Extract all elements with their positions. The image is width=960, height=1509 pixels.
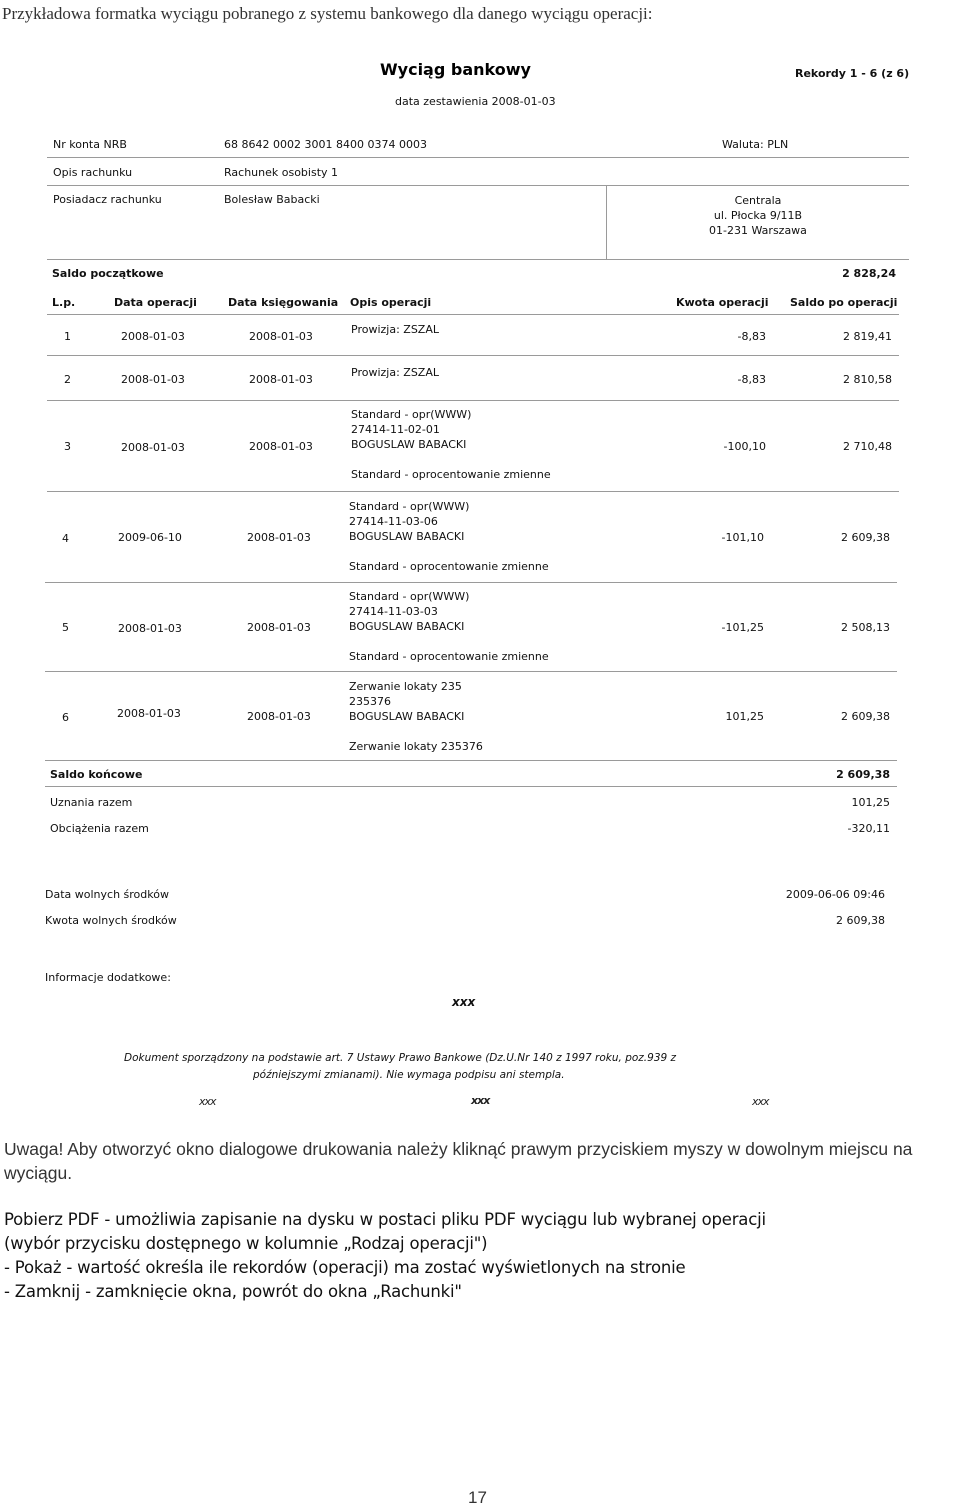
row-op-date: 2009-06-10: [118, 531, 182, 544]
row-balance: 2 810,58: [843, 373, 892, 386]
row-lp: 6: [62, 711, 69, 724]
col-desc: Opis operacji: [350, 296, 432, 309]
note-show: - Pokaż - wartość określa ile rekordów (operacji) ma zostać wyświetlonych na stronie: [4, 1258, 686, 1277]
opening-balance-label: Saldo początkowe: [52, 267, 164, 280]
row-lp: 4: [62, 532, 69, 545]
divider: [47, 157, 909, 158]
row-desc: Standard - opr(WWW) 27414-11-03-03 BOGUSLAW BABACKI Standard - oprocentowanie zmienne: [349, 590, 549, 663]
footer-mark-left: xxx: [199, 1095, 216, 1108]
col-balance: Saldo po operacji: [790, 296, 898, 309]
row-desc: Standard - opr(WWW) 27414-11-02-01 BOGUSLAW BABACKI Standard - oprocentowanie zmienne: [351, 408, 551, 481]
credits-value: 101,25: [851, 796, 890, 809]
closing-balance-label: Saldo końcowe: [50, 768, 143, 781]
records-count: Rekordy 1 - 6 (z 6): [795, 67, 910, 80]
divider: [47, 259, 909, 260]
divider: [45, 671, 897, 672]
owner-label: Posiadacz rachunku: [53, 193, 162, 206]
free-funds-amount-label: Kwota wolnych środków: [45, 914, 177, 927]
row-desc: Prowizja: ZSZAL: [351, 323, 439, 336]
free-funds-date-value: 2009-06-06 09:46: [785, 888, 885, 901]
divider: [47, 491, 899, 492]
row-book-date: 2008-01-03: [249, 330, 313, 343]
legal-note-line1: Dokument sporządzony na podstawie art. 7 Ustawy Prawo Bankowe (Dz.U.Nr 140 z 1997 roku, poz.939 z: [124, 1052, 677, 1064]
desc-label: Opis rachunku: [53, 166, 133, 179]
row-op-date: 2008-01-03: [121, 441, 185, 454]
intro-text: Przykładowa formatka wyciągu pobranego z systemu bankowego dla danego wyciągu operacji:: [2, 4, 653, 23]
note-download-pdf: Pobierz PDF - umożliwia zapisanie na dysku w postaci pliku PDF wyciągu lub wybranej operacji: [4, 1210, 766, 1229]
row-lp: 3: [64, 440, 71, 453]
footer-mark-right: xxx: [752, 1095, 769, 1108]
row-op-date: 2008-01-03: [121, 330, 185, 343]
closing-balance-value: 2 609,38: [836, 768, 890, 781]
divider: [45, 582, 897, 583]
row-book-date: 2008-01-03: [247, 531, 311, 544]
print-warning: Uwaga! Aby otworzyć okno dialogowe drukowania należy kliknąć prawym przyciskiem myszy w dowolnym miejscu na wyciągu.: [4, 1139, 913, 1183]
row-balance: 2 819,41: [843, 330, 892, 343]
row-amount: 101,25: [725, 710, 764, 723]
page-number: 17: [468, 1488, 487, 1507]
divider: [47, 314, 899, 315]
divider: [45, 786, 897, 787]
debits-label: Obciążenia razem: [50, 822, 149, 835]
desc-value: Rachunek osobisty 1: [224, 166, 339, 179]
row-amount: -101,25: [721, 621, 764, 634]
row-op-date: 2008-01-03: [118, 622, 182, 635]
legal-note-line2: późniejszymi zmianami). Nie wymaga podpisu ani stempla.: [253, 1069, 565, 1081]
bank-statement[interactable]: [0, 40, 960, 1120]
account-label: Nr konta NRB: [53, 138, 127, 151]
row-amount: -101,10: [721, 531, 764, 544]
statement-date: data zestawienia 2008-01-03: [395, 95, 556, 108]
row-balance: 2 710,48: [843, 440, 892, 453]
owner-value: Bolesław Babacki: [224, 193, 320, 206]
divider: [47, 355, 899, 356]
divider: [45, 760, 897, 761]
row-desc: Prowizja: ZSZAL: [351, 366, 439, 379]
row-lp: 5: [62, 621, 69, 634]
row-lp: 1: [64, 330, 71, 343]
col-amount: Kwota operacji: [676, 296, 769, 309]
row-op-date: 2008-01-03: [121, 373, 185, 386]
row-op-date: 2008-01-03: [117, 707, 181, 720]
divider: [47, 400, 899, 401]
currency: Waluta: PLN: [722, 138, 789, 151]
row-amount: -8,83: [737, 373, 766, 386]
additional-info-label: Informacje dodatkowe:: [45, 971, 171, 984]
divider: [47, 185, 909, 186]
credits-label: Uznania razem: [50, 796, 133, 809]
row-amount: -8,83: [737, 330, 766, 343]
row-book-date: 2008-01-03: [249, 373, 313, 386]
row-balance: 2 609,38: [841, 531, 890, 544]
opening-balance-value: 2 828,24: [842, 267, 896, 280]
row-balance: 2 609,38: [841, 710, 890, 723]
debits-value: -320,11: [847, 822, 890, 835]
account-number: 68 8642 0002 3001 8400 0374 0003: [224, 138, 427, 151]
note-download-pdf-cont: (wybór przycisku dostępnego w kolumnie „Rodzaj operacji"): [4, 1234, 488, 1253]
row-amount: -100,10: [723, 440, 766, 453]
divider: [606, 186, 607, 259]
row-book-date: 2008-01-03: [249, 440, 313, 453]
row-desc: Standard - opr(WWW) 27414-11-03-06 BOGUSLAW BABACKI Standard - oprocentowanie zmienne: [349, 500, 549, 573]
statement-title: Wyciąg bankowy: [380, 60, 531, 79]
free-funds-date-label: Data wolnych środków: [45, 888, 169, 901]
col-lp: L.p.: [52, 296, 76, 309]
row-book-date: 2008-01-03: [247, 710, 311, 723]
row-book-date: 2008-01-03: [247, 621, 311, 634]
additional-info-value: xxx: [452, 995, 476, 1009]
branch-address: Centrala ul. Płocka 9/11B 01-231 Warszawa: [709, 194, 807, 237]
footer-mark-center: xxx: [471, 1094, 490, 1107]
col-op-date: Data operacji: [114, 296, 197, 309]
note-close: - Zamknij - zamknięcie okna, powrót do okna „Rachunki": [4, 1282, 462, 1301]
row-balance: 2 508,13: [841, 621, 890, 634]
col-book-date: Data księgowania: [228, 296, 339, 309]
row-desc: Zerwanie lokaty 235 235376 BOGUSLAW BABACKI Zerwanie lokaty 235376: [349, 680, 483, 753]
free-funds-amount-value: 2 609,38: [836, 914, 885, 927]
row-lp: 2: [64, 373, 71, 386]
